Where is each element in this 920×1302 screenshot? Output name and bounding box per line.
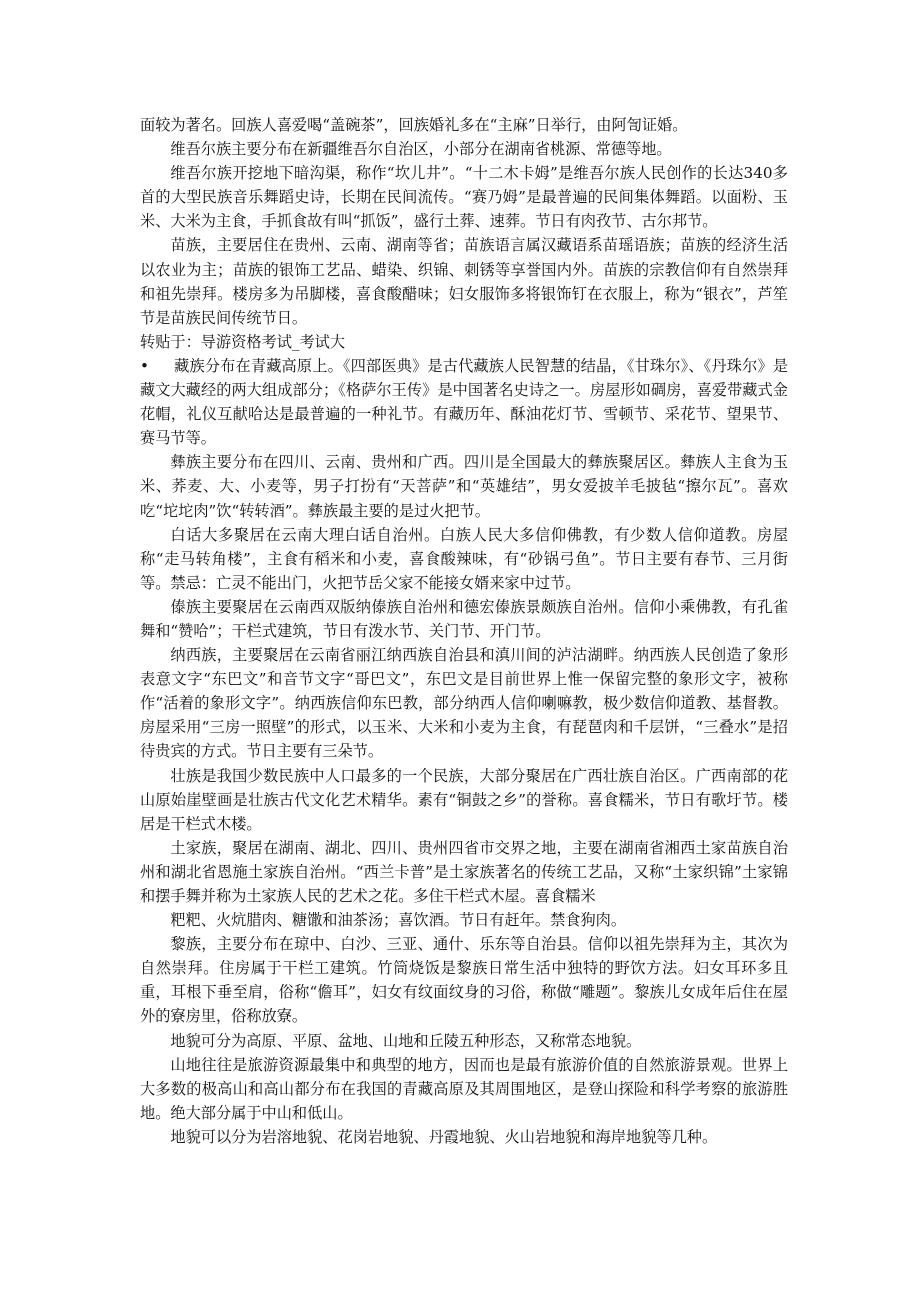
paragraph-tibetan-text: 藏族分布在青藏高原上。《四部医典》是古代藏族人民智慧的结晶，《甘珠尔》、《丹珠尔》是藏文大藏经的两大组成部分；《格萨尔王传》是中国著名史诗之一。房屋形如碉房，喜爱带藏式金花帽，礼仪互献哈达是最普遍的一种礼节。有藏历年、酥油花灯节、雪顿节、采花节、望果节、赛马节等。 [140,356,788,448]
paragraph-landform-types: 地貌可分为高原、平原、盆地、山地和丘陵五种形态，又称常态地貌。 [170,1031,642,1050]
paragraph-hui-continued: 面较为著名。回族人喜爱喝“盖碗茶”，回族婚礼多在“主麻”日举行，由阿訇证婚。 [140,116,688,134]
paragraph-bai: 白话大多聚居在云南大理白话自治州。白族人民大多信仰佛教，有少数人信仰道教。房屋称“走马转角楼”，主食有稻米和小麦，喜食酸辣味，有“砂锅弓鱼”。节日主要有春节、三月街等。禁忌：亡灵不能出门，火把节岳父家不能接女婿来家中过节。 [140,525,788,592]
paragraph-mountains: 山地往往是旅游资源最集中和典型的地方，因而也是最有旅游价值的自然旅游景观。世界上大多数的极高山和高山都分布在我国的青藏高原及其周围地区，是登山探险和科学考察的旅游胜地。绝大部分属于中山和低山。 [140,1055,788,1122]
bullet-icon: • [140,356,149,375]
paragraph-miao: 苗族，主要居住在贵州、云南、湖南等省；苗族语言属汉藏语系苗瑶语族；苗族的经济生活以农业为主；苗族的银饰工艺品、蜡染、织锦、刺锈等享誉国内外。苗族的宗教信仰有自然崇拜和祖先崇拜。楼房多为吊脚楼，喜食酸醋味；妇女服饰多将银饰钉在衣服上，称为“银衣”，芦笙节是苗族民间传统节日。 [140,236,788,327]
paragraph-uyghur-culture: 维吾尔族开挖地下暗沟渠，称作“坎儿井”。“十二木卡姆”是维吾尔族人民创作的长达340多首的大型民族音乐舞蹈史诗，长期在民间流传。“赛乃姆”是最普遍的民间集体舞蹈。以面粉、玉米、大米为主食，手抓食故有叫“抓饭”，盛行土葬、速葬。节日有肉孜节、古尔邦节。 [140,164,788,231]
repost-source-line: 转贴于：导游资格考试_考试大 [140,332,346,351]
paragraph-tujia: 土家族，聚居在湖南、湖北、四川、贵州四省市交界之地，主要在湖南省湘西土家苗族自治州和湖北省恩施土家族自治州。“西兰卡普”是土家族著名的传统工艺品，又称“土家织锦”土家锦和摆手舞并称为土家族人民的艺术之花。多住干栏式木屋。喜食糯米 [140,838,788,905]
paragraph-yi: 彝族主要分布在四川、云南、贵州和广西。四川是全国最大的彝族聚居区。彝族人主食为玉米、荞麦、大、小麦等，男子打扮有“天菩萨”和“英雄结”，男女爱披羊毛披毡“擦尔瓦”。喜欢吃“坨坨肉”饮“转转酒”。彝族最主要的是过火把节。 [140,453,788,520]
paragraph-zhuang: 壮族是我国少数民族中人口最多的一个民族，大部分聚居在广西壮族自治区。广西南部的花山原始崖壁画是壮族古代文化艺术精华。素有“铜鼓之乡”的誉称。喜食糯米，节日有歌圩节。楼居是干栏式木楼。 [140,766,788,833]
paragraph-uyghur-distribution: 维吾尔族主要分布在新疆维吾尔自治区，小部分在湖南省桃源、常德等地。 [170,140,672,159]
paragraph-tibetan [140,354,788,450]
document-body [140,113,788,1149]
paragraph-dai: 傣族主要聚居在云南西双版纳傣族自治州和德宏傣族景颇族自治州。信仰小乘佛教，有孔雀舞和“赞哈”；干栏式建筑，节日有泼水节、关门节、开门节。 [140,597,788,640]
paragraph-li: 黎族，主要分布在琼中、白沙、三亚、通什、乐东等自治县。信仰以祖先崇拜为主，其次为自然崇拜。住房属于干栏工建筑。竹筒烧饭是黎族日常生活中独特的野饮方法。妇女耳环多且重，耳根下垂至肩，俗称“儋耳”，妇女有纹面纹身的习俗，称做“雕题”。黎族儿女成年后住在屋外的寮房里，俗称放寮。 [140,935,788,1026]
paragraph-landform-kinds: 地貌可以分为岩溶地貌、花岗岩地貌、丹霞地貌、火山岩地貌和海岸地貌等几种。 [170,1127,718,1146]
paragraph-tujia-food: 粑粑、火炕腊肉、糖馓和油茶汤；喜饮酒。节日有赶年。禁食狗肉。 [170,911,627,930]
paragraph-naxi: 纳西族，主要聚居在云南省丽江纳西族自治县和滇川间的泸沽湖畔。纳西族人民创造了象形表意文字“东巴文”和音节文字“哥巴文”，东巴文是目前世界上惟一保留完整的象形文字，被称作“活着的象形文字”。纳西族信仰东巴教，部分纳西人信仰喇嘛教，极少数信仰道教、基督教。房屋采用“三房一照壁”的形式，以玉米、大米和小麦为主食，有琵琶肉和千层饼，“三叠水”是招待贵宾的方式。节日主要有三朵节。 [140,646,788,761]
